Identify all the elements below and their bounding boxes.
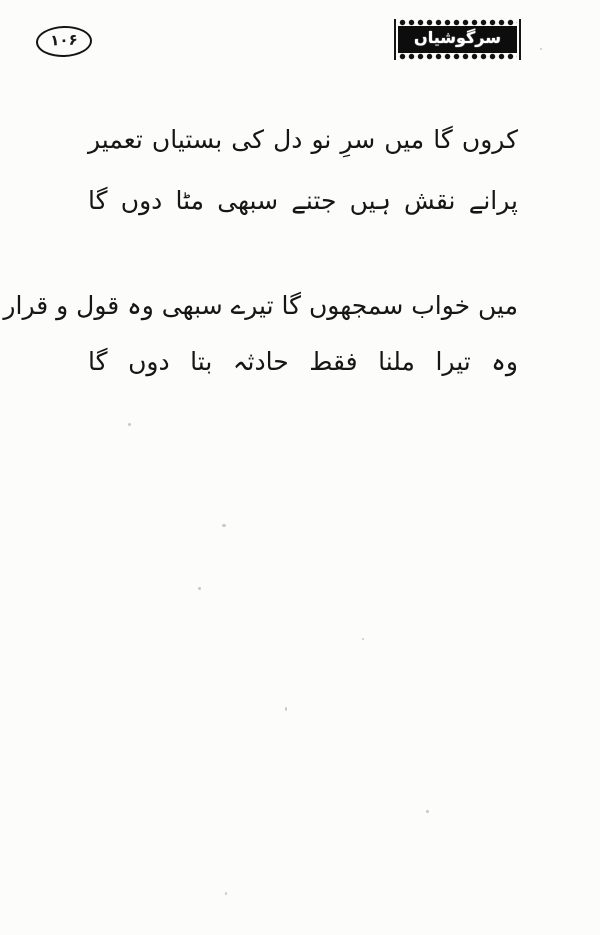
badge-core	[398, 26, 517, 53]
scan-speck	[540, 48, 542, 50]
chapter-title-badge	[394, 19, 521, 60]
verse-line: وہ تیرا ملنا فقط حادثہ بتا دوں گا	[88, 347, 518, 376]
page-number-badge	[35, 25, 92, 58]
poem	[3, 116, 518, 386]
chapter-title: سرگوشیاں	[414, 28, 501, 47]
scan-speck	[198, 587, 201, 590]
couplet	[88, 116, 518, 225]
scan-speck	[222, 524, 226, 527]
scan-speck	[362, 638, 364, 640]
scan-speck	[128, 423, 131, 426]
scan-speck	[426, 810, 429, 813]
badge-ornament-top	[398, 19, 517, 26]
verse-line: پرانے نقش ہیں جتنے سبھی مٹا دوں گا	[88, 186, 518, 215]
verse-line: میں خواب سمجھوں گا تیرے سبھی وہ قول و قرار	[3, 291, 518, 320]
scan-speck	[225, 892, 227, 895]
scan-speck	[285, 707, 287, 711]
badge-ornament-bottom	[398, 53, 517, 60]
couplet	[3, 282, 518, 386]
verse-line: کروں گا میں سرِ نو دل کی بستیاں تعمیر	[88, 125, 518, 154]
page-number: ۱۰۶	[49, 30, 78, 50]
